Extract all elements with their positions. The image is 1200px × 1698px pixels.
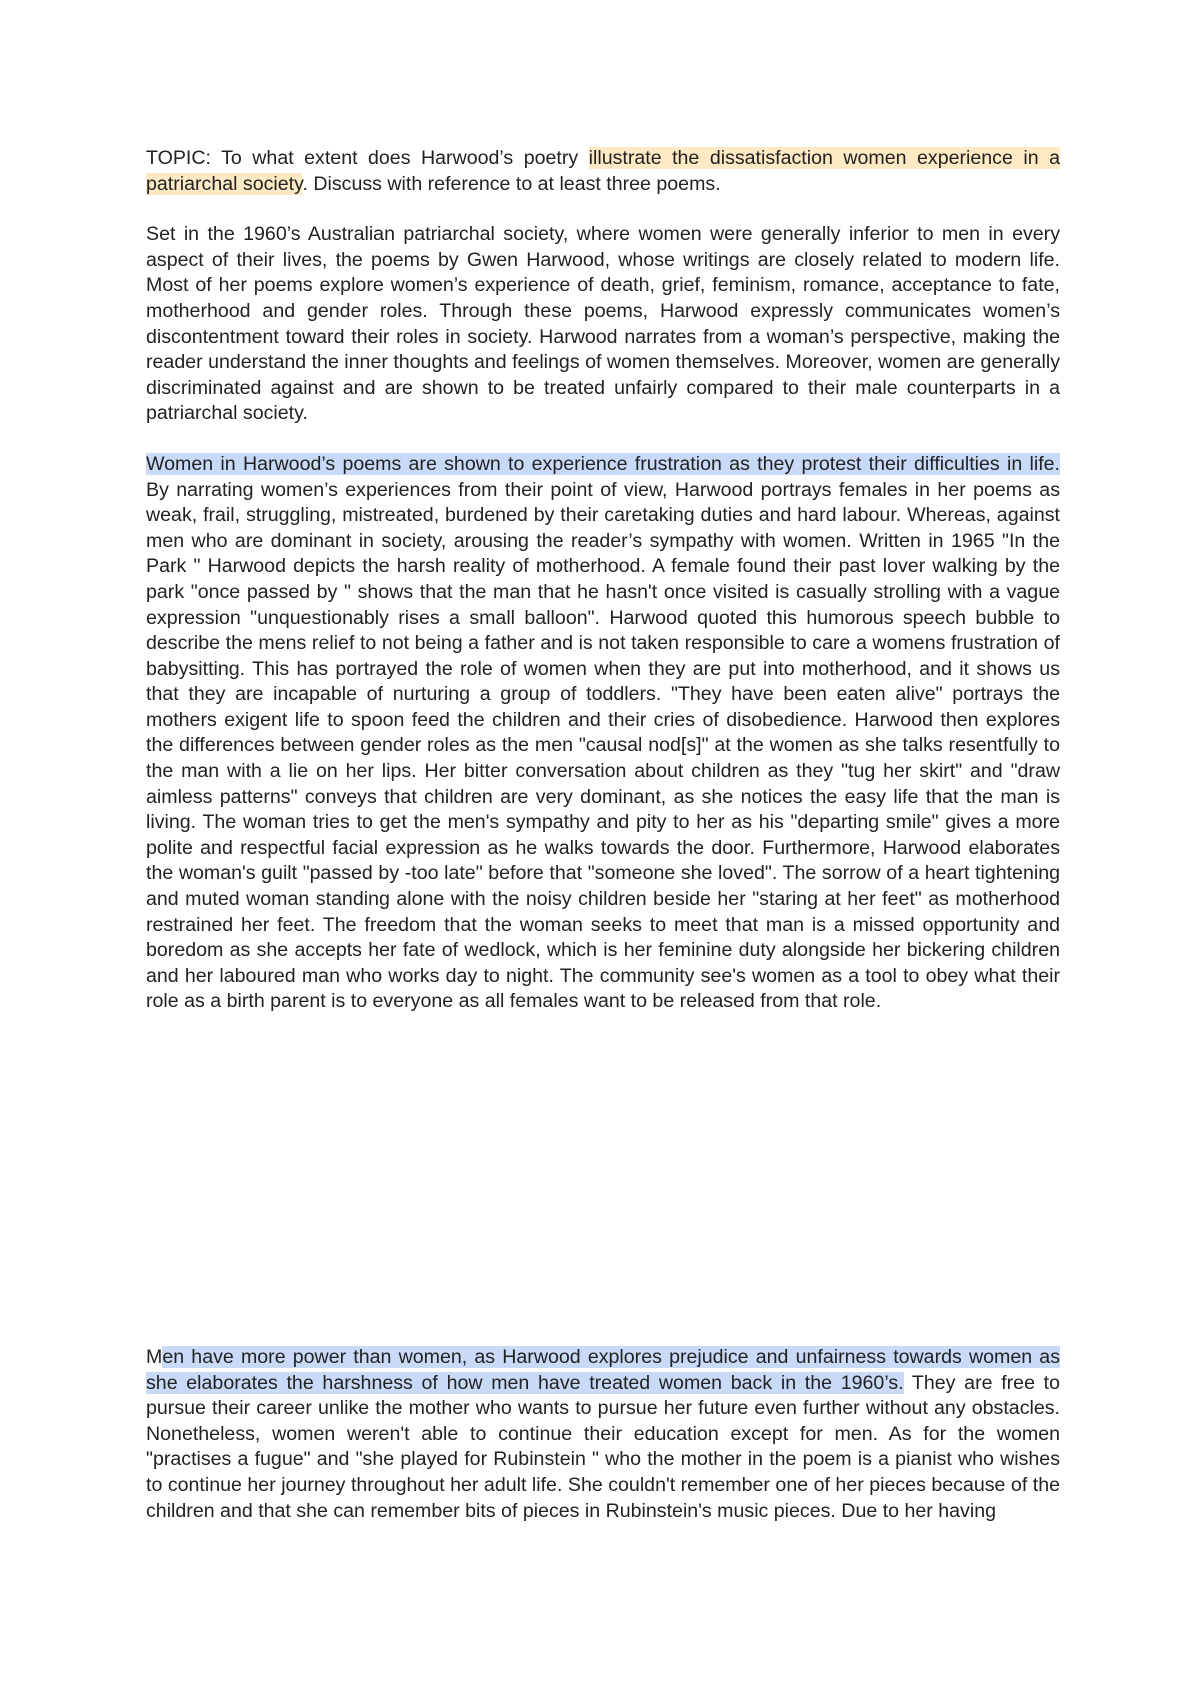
topic-tail-text: . Discuss with reference to at least three poems.: [302, 172, 721, 195]
document-body: [146, 146, 1061, 1522]
topic-highlight-text: illustrate the dissatisfaction women experience in a patriarchal society: [146, 147, 1060, 195]
intro-paragraph: Set in the 1960’s Australian patriarchal society, where women were generally inferior to men in every aspect of their lives, the poems by Gwen Harwood, whose writings are closely related to modern life. Most of her poems explore women’s experience of death, grief, feminism, romance, acceptance to fate, motherhood and gender roles. Through these poems, Harwood expressly communicates women’s discontentment toward their roles in society. Harwood narrates from a woman’s perspective, making the reader understand the inner thoughts and feelings of women themselves. Moreover, women are generally discriminated against and are shown to be treated unfairly compared to their male counterparts in a patriarchal society.: [146, 223, 1060, 425]
men-body-text: They are free to pursue their career unlike the mother who wants to pursue her future even further without any obstacles. Nonetheless, women weren't able to continue their education except for men. As for the women "practises a fugue" and "she played for Rubinstein " who the mother in the poem is a pianist who wishes to continue her journey throughout her adult life. She couldn't remember one of her pieces because of the children and that she can remember bits of pieces in Rubinstein's music pieces. Due to her having: [146, 1371, 1061, 1522]
park-highlight-text: Women in Harwood’s poems are shown to experience frustration as they protest their difficulties in life.: [146, 452, 1060, 475]
park-body-text: By narrating women’s experiences from their point of view, Harwood portrays females in her poems as weak, frail, struggling, mistreated, burdened by their caretaking duties and hard labour. Whereas, against men who are dominant in society, arousing the reader’s sympathy with women. Written in 1965 "In the Park " Harwood depicts the harsh reality of motherhood. A female found their past lover walking by the park "once passed by " shows that the man that he hasn't once visited is casually strolling with a vague expression "unquestionably rises a small balloon". Harwood quoted this humorous speech bubble to describe the mens relief to not being a father and is not taken responsible to care a womens frustration of babysitting. This has portrayed the role of women when they are put into motherhood, and it shows us that they are incapable of nurturing a group of toddlers. "They have been eaten alive" portrays the mothers exigent life to spoon feed the children and their cries of disobedience. Harwood then explores the differences between gender roles as the men "causal nod[s]" at the women as she talks resentfully to the man with a lie on her lips. Her bitter conversation about children as they "tug her skirt" and "draw aimless patterns" conveys that children are very dominant, as she notices the easy life that the man is living. The woman tries to get the men's sympathy and pity to her as his "departing smile" gives a more polite and respectful facial expression as he walks towards the door. Furthermore, Harwood elaborates the woman's guilt "passed by -too late" before that "someone she loved". The sorrow of a heart tightening and muted woman standing alone with the noisy children beside her "staring at her feet" as motherhood restrained her feet. The freedom that the woman seeks to meet that man is a missed opportunity and boredom as she accepts her fate of wedlock, which is her feminine duty alongside her bickering children and her laboured man who works day to night. The community see's women as a tool to obey what their role as a birth parent is to everyone as all females want to be released from that role.: [146, 478, 1060, 1013]
men-lead-text: M: [146, 1346, 163, 1368]
topic-lead-text: TOPIC: To what extent does Harwood’s poetry: [146, 147, 589, 169]
men-highlight-text: en have more power than women, as Harwood explores prejudice and unfairness towards women as she elaborates the harshness of how men have treated women back in the 1960’s.: [146, 1346, 1060, 1394]
men-power-paragraph: [146, 1345, 1060, 1524]
topic-paragraph: [146, 146, 1060, 197]
in-the-park-paragraph: [146, 452, 1060, 1015]
